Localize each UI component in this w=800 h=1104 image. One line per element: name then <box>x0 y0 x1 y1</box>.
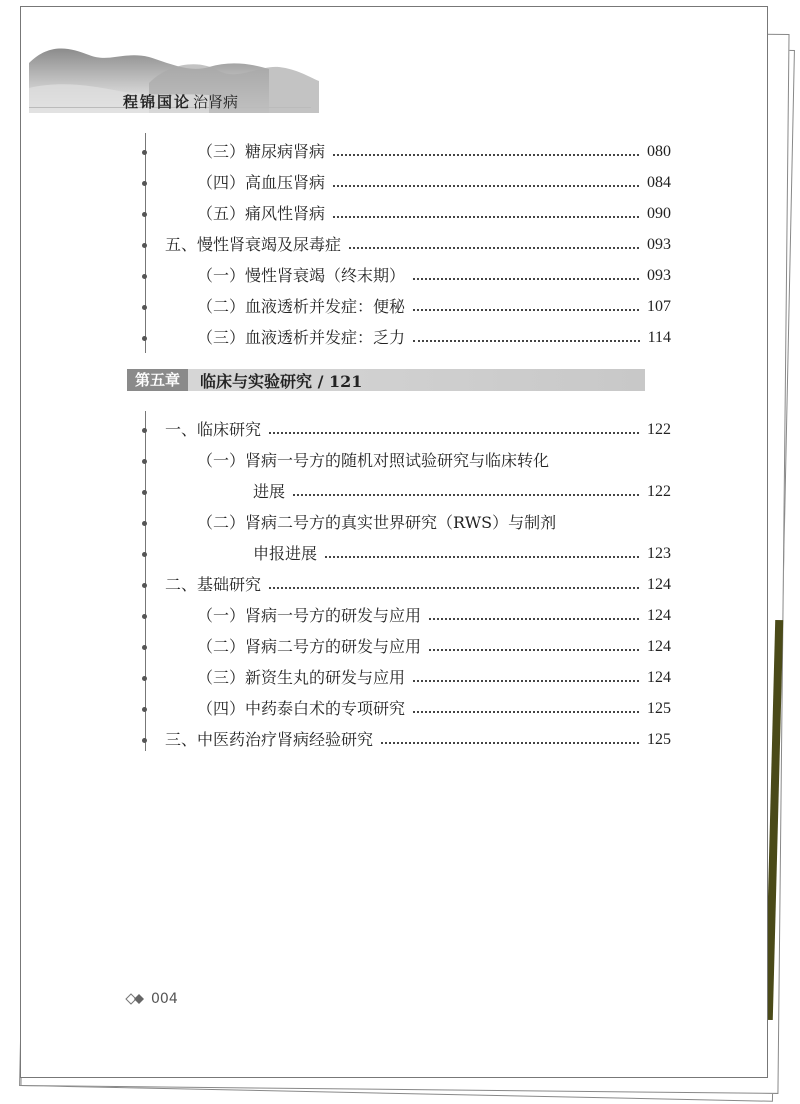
diamond-ornament-icon <box>125 993 147 1005</box>
toc-page-number: 114 <box>647 329 671 346</box>
toc-leader <box>413 340 640 342</box>
toc-entry-label: （四）高血压肾病 <box>197 173 326 192</box>
page-number: 004 <box>151 991 178 1007</box>
book-subtitle: 治肾病 <box>193 93 239 111</box>
toc-bullet <box>142 676 147 681</box>
toc-entry-label: 一、临床研究 <box>165 420 262 439</box>
toc-page-number: 122 <box>647 421 671 438</box>
toc-entry[interactable] <box>253 543 671 565</box>
toc-bullet <box>142 274 147 279</box>
toc-entry[interactable] <box>197 265 671 287</box>
page-footer <box>125 991 178 1007</box>
toc-bullet <box>142 583 147 588</box>
toc-page-number: 125 <box>647 700 671 717</box>
toc-page-number: 093 <box>647 267 671 284</box>
toc-entry[interactable] <box>197 698 671 720</box>
toc-page-number: 125 <box>647 731 671 748</box>
toc-page-number: 124 <box>647 638 671 655</box>
toc-leader <box>413 309 639 311</box>
toc-bullet <box>142 243 147 248</box>
toc-bullet <box>142 645 147 650</box>
toc-leader <box>325 556 639 558</box>
toc-entry-label: （四）中药泰白术的专项研究 <box>197 699 406 718</box>
chapter-number-tag: 第五章 <box>127 369 188 391</box>
toc-bullet <box>142 552 147 557</box>
toc-entry[interactable] <box>165 419 671 441</box>
toc-page-number: 122 <box>647 483 671 500</box>
toc-entry-label: 三、中医药治疗肾病经验研究 <box>165 730 374 749</box>
toc-bullet <box>142 614 147 619</box>
toc-entry-continuation: 申报进展 <box>253 544 318 563</box>
toc-leader <box>333 185 639 187</box>
toc-bullet <box>142 212 147 217</box>
toc-page-number: 093 <box>647 236 671 253</box>
toc-entry[interactable] <box>197 605 671 627</box>
toc-entry-label: （三）血液透析并发症：乏力 <box>197 328 406 347</box>
toc-page-number: 107 <box>647 298 671 315</box>
toc-leader <box>413 711 639 713</box>
document-page <box>20 6 768 1078</box>
toc-entry-label[interactable]: （一）肾病一号方的随机对照试验研究与临床转化 <box>197 451 550 470</box>
toc-leader <box>269 432 639 434</box>
book-title: 程锦国论 <box>123 93 192 111</box>
toc-entry[interactable] <box>197 203 671 225</box>
toc-page-number: 084 <box>647 174 671 191</box>
toc-leader <box>429 649 639 651</box>
toc-leader <box>413 278 639 280</box>
toc-page-number: 124 <box>647 669 671 686</box>
toc-entry[interactable] <box>165 574 671 596</box>
toc-entry-label: （五）痛风性肾病 <box>197 204 326 223</box>
toc-bullet <box>142 336 147 341</box>
toc-leader <box>333 154 639 156</box>
toc-entry[interactable] <box>253 481 671 503</box>
chapter-heading[interactable] <box>127 369 645 391</box>
toc-page-number: 123 <box>647 545 671 562</box>
toc-bullet <box>142 459 147 464</box>
running-head <box>123 91 238 112</box>
toc-entry-continuation: 进展 <box>253 482 286 501</box>
chapter-title: 临床与实验研究 / 121 <box>200 371 363 391</box>
toc-entry-label: （二）血液透析并发症：便秘 <box>197 297 406 316</box>
toc-leader <box>349 247 639 249</box>
toc-bullet <box>142 738 147 743</box>
toc-entry-label: （一）肾病一号方的研发与应用 <box>197 606 422 625</box>
toc-entry[interactable] <box>165 729 671 751</box>
toc-bullet <box>142 490 147 495</box>
toc-leader <box>333 216 639 218</box>
toc-entry-label: 五、慢性肾衰竭及尿毒症 <box>165 235 342 254</box>
toc-entry-label: （三）糖尿病肾病 <box>197 142 326 161</box>
toc-entry[interactable] <box>197 667 671 689</box>
toc-entry-label: （二）肾病二号方的研发与应用 <box>197 637 422 656</box>
toc-entry[interactable] <box>197 327 671 349</box>
toc-entry-label: （一）慢性肾衰竭（终末期） <box>197 266 406 285</box>
toc-bullet <box>142 428 147 433</box>
toc-bullet <box>142 521 147 526</box>
toc-entry-label: （三）新资生丸的研发与应用 <box>197 668 406 687</box>
toc-entry-label[interactable]: （二）肾病二号方的真实世界研究（RWS）与制剂 <box>197 513 557 532</box>
toc-entry[interactable] <box>197 636 671 658</box>
toc-entry[interactable] <box>197 141 671 163</box>
toc-page-number: 080 <box>647 143 671 160</box>
toc-leader <box>269 587 639 589</box>
toc-entry[interactable] <box>165 234 671 256</box>
toc-leader <box>381 742 639 744</box>
toc-leader <box>413 680 639 682</box>
toc-leader <box>293 494 639 496</box>
toc-page-number: 090 <box>647 205 671 222</box>
toc-bullet <box>142 150 147 155</box>
toc-entry[interactable] <box>197 172 671 194</box>
toc-bullet <box>142 707 147 712</box>
toc-page-number: 124 <box>647 607 671 624</box>
toc-bullet <box>142 305 147 310</box>
toc-page-number: 124 <box>647 576 671 593</box>
toc-entry[interactable] <box>197 296 671 318</box>
toc-entry-label: 二、基础研究 <box>165 575 262 594</box>
toc-bullet <box>142 181 147 186</box>
toc-leader <box>429 618 639 620</box>
